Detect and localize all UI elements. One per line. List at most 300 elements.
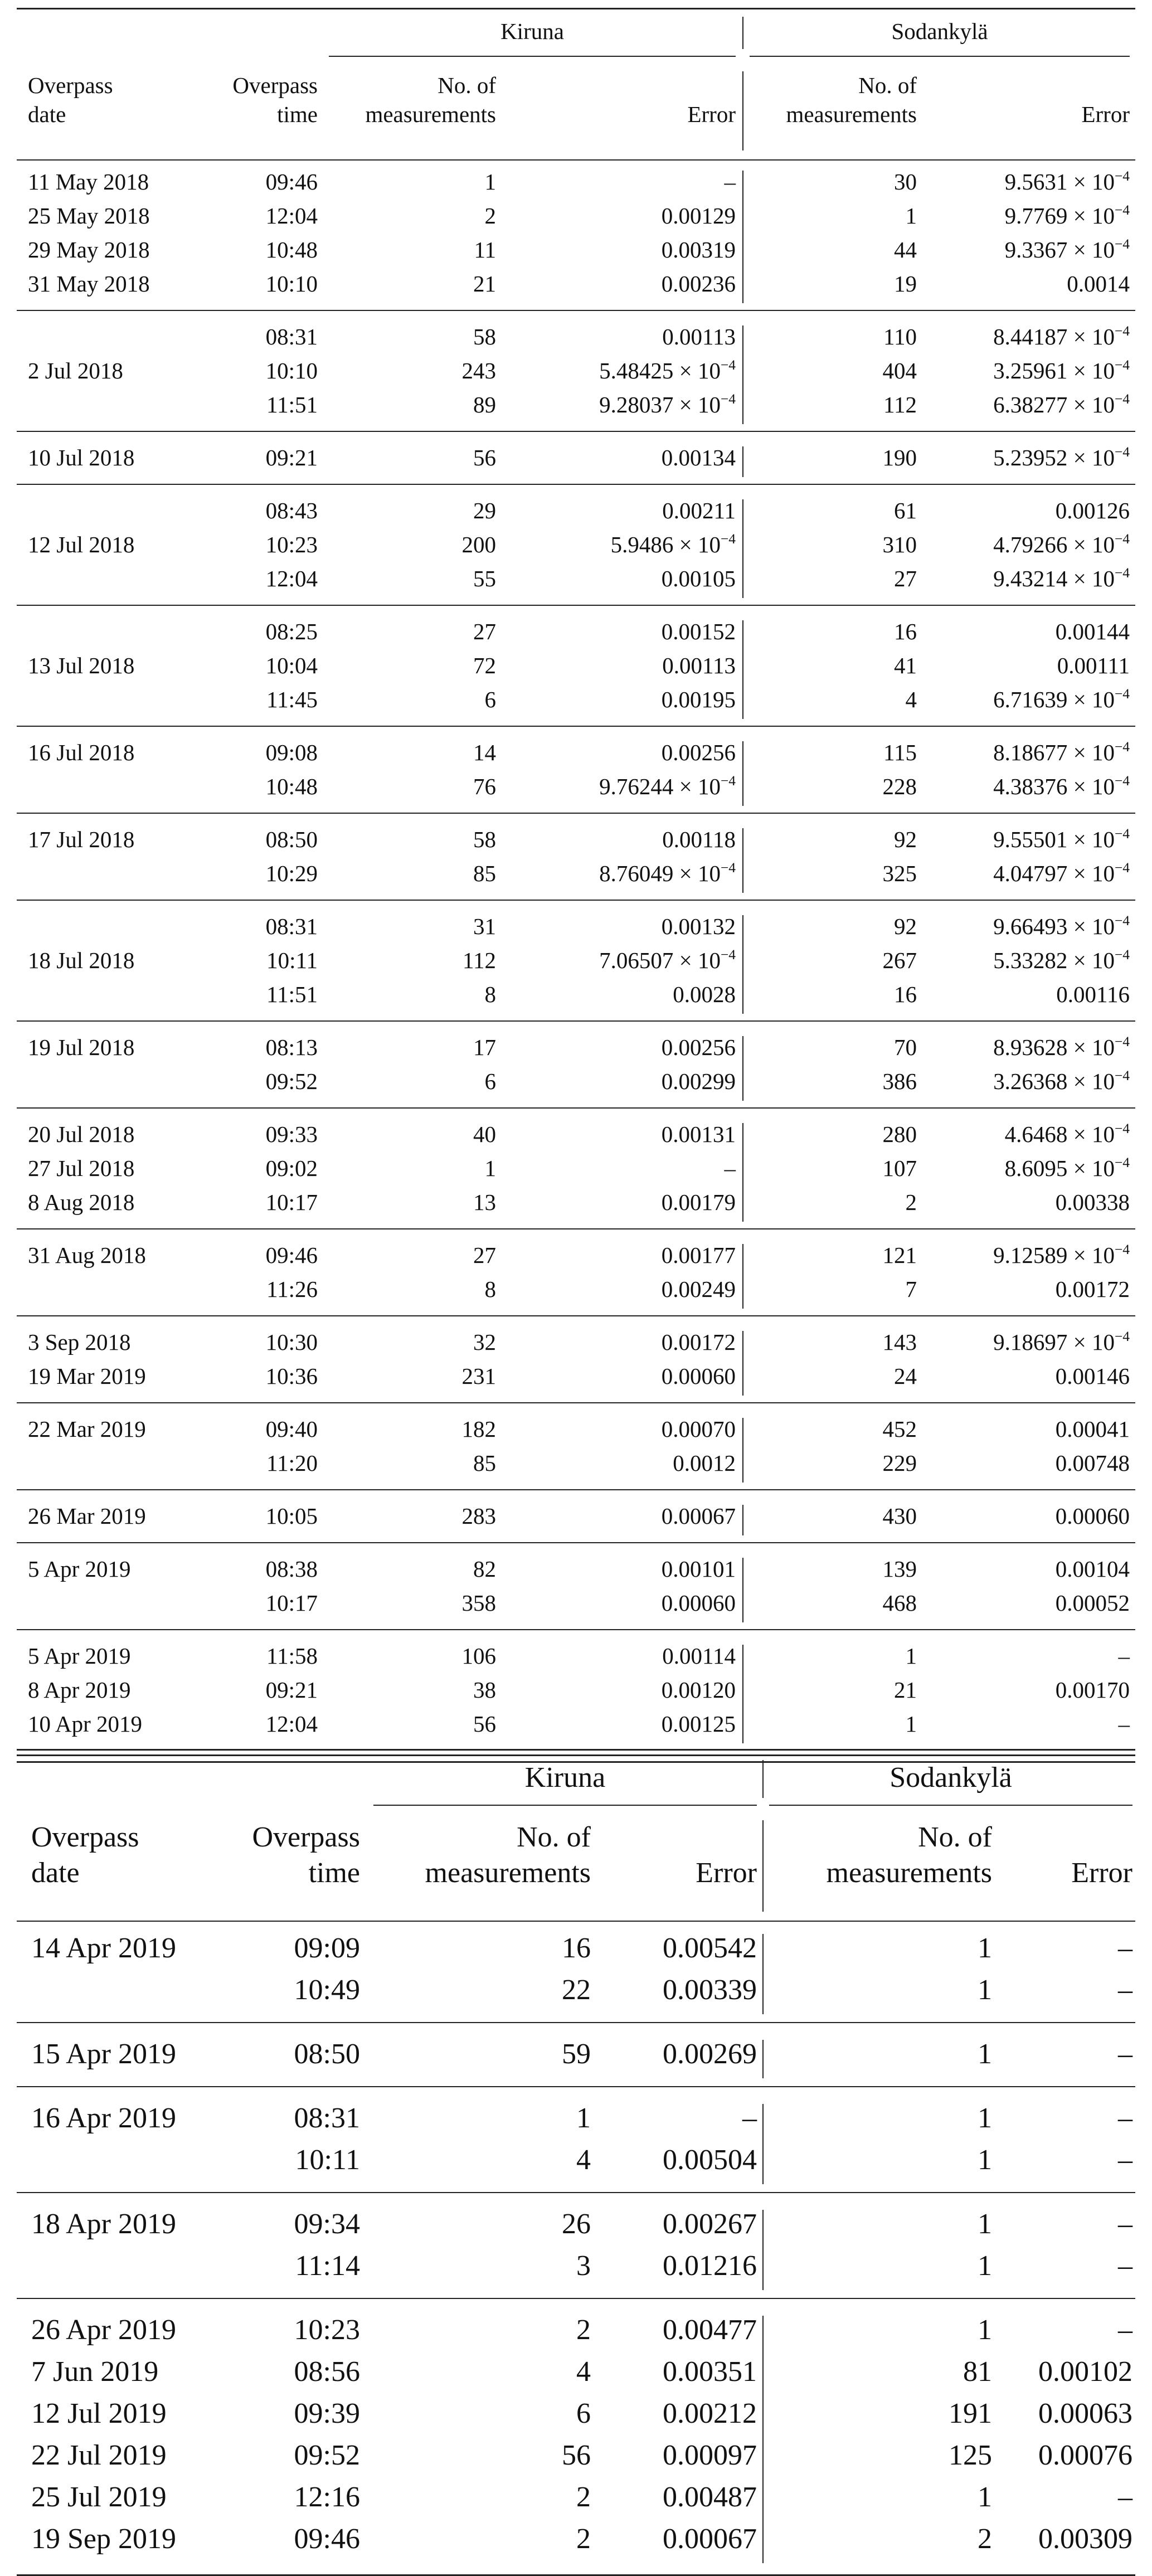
cell-value: 10:17 [265,1590,318,1616]
group-rule [17,813,1135,814]
cell-time [212,1676,318,1703]
group-rule [17,605,1135,606]
table-row [17,947,1135,981]
cell-value: 11:58 [266,1643,318,1669]
exponent: −4 [1114,236,1130,252]
group-row-separator [762,1934,764,2014]
cell-s_err [917,236,1130,263]
cell-time [212,860,318,887]
cell-s_err [917,1676,1130,1703]
cell-s_err [992,2144,1132,2176]
cell-value: 0.00070 [661,1416,736,1442]
cell-value: 15 Apr 2019 [31,2038,176,2070]
cell-value: 2 [484,203,496,229]
header-separator [762,1820,764,1912]
group-rule [17,1489,1135,1490]
cell-k_n [329,1556,496,1582]
cell-s_n [769,1932,992,1965]
cell-value: 08:56 [294,2356,360,2388]
cell-value: 7 Jun 2019 [31,2356,159,2388]
cell-value: 12:16 [294,2481,360,2513]
group-separator [762,1760,764,1798]
cell-s_err [917,826,1130,853]
group-underline [769,1805,1132,1806]
group-row-separator [742,741,743,806]
cell-value: 190 [882,445,917,470]
cell-value: 09:46 [294,2523,360,2555]
group-rule [17,484,1135,485]
cell-s_err [917,497,1130,524]
table-row [17,1155,1135,1189]
cell-date [28,1242,212,1268]
kiruna-header: Kiruna [524,1762,606,1794]
table-row [17,2522,1135,2564]
cell-value: 19 Sep 2019 [31,2523,176,2555]
cell-k_err [496,1416,736,1442]
cell-value: – [1118,2144,1132,2176]
exponent: −4 [1114,391,1130,407]
exponent: −4 [720,391,736,407]
cell-s_err [917,1556,1130,1582]
cell-date [28,1416,212,1442]
col-header-time [232,1822,360,1894]
cell-value: 09:21 [265,445,318,470]
exponent: −4 [1114,1329,1130,1345]
cell-time [212,168,318,195]
cell-value: 09:02 [265,1155,318,1181]
cell-value: 26 Mar 2019 [28,1503,146,1529]
group-rule [17,900,1135,901]
cell-value: 22 Jul 2019 [31,2439,167,2471]
cell-value: 0.00129 [661,203,736,229]
col-header-line: measurements [365,101,496,127]
cell-time [232,1974,360,2006]
cell-k_err [496,773,736,800]
cell-value: 20 Jul 2018 [28,1121,135,1147]
cell-date [28,1642,212,1669]
cell-time [212,391,318,418]
cell-k_err [496,444,736,471]
header-rule [17,159,1135,161]
cell-value: 09:21 [265,1677,318,1703]
cell-s_err [917,531,1130,558]
cell-value: 283 [461,1503,496,1529]
cell-value: 12:04 [265,566,318,591]
cell-value: 29 [473,498,496,523]
cell-time [232,2522,360,2555]
col-header-line: measurements [425,1856,591,1889]
group-rule [17,1542,1135,1543]
table-row [17,981,1135,1015]
cell-k_err [496,739,736,766]
cell-k_err [496,1642,736,1669]
cell-value: 0.00067 [663,2523,757,2555]
table-row [17,652,1135,686]
cell-date [31,2208,232,2240]
cell-time [212,1642,318,1669]
cell-value: 72 [473,653,496,678]
cell-value: 9.76244 × 10 [599,774,721,799]
cell-value: 19 Jul 2018 [28,1034,135,1060]
cell-s_n [750,1189,917,1216]
cell-value: 32 [473,1329,496,1355]
cell-s_err [917,391,1130,418]
cell-s_err [992,2102,1132,2135]
cell-time [232,2439,360,2472]
cell-value: 1 [978,2144,992,2176]
col-header-line: Overpass [31,1821,139,1853]
exponent: −4 [1114,168,1130,184]
table-row [17,2208,1135,2249]
table-row [17,1710,1135,1744]
table-row [17,860,1135,894]
col-header-line: No. of [517,1821,591,1853]
cell-value: 9.3367 × 10 [1004,237,1115,263]
table-row [17,686,1135,720]
exponent: −4 [1114,531,1130,547]
cell-s_n [769,2355,992,2388]
cell-time [212,686,318,713]
cell-s_n [750,391,917,418]
cell-k_n [329,531,496,558]
cell-value: – [1118,1974,1132,2006]
table-row [17,2249,1135,2291]
cell-value: 8 Apr 2019 [28,1677,131,1703]
cell-value: 12 Jul 2019 [31,2398,167,2429]
col-header-line: No. of [858,72,917,98]
table-row [17,357,1135,391]
group-row-separator [742,1558,743,1622]
cell-s_n [769,2102,992,2135]
cell-time [212,1155,318,1182]
cell-time [212,1450,318,1476]
cell-date [28,531,212,558]
cell-value: 0.00060 [1055,1503,1130,1529]
cell-value: 1 [576,2102,591,2134]
cell-value: 139 [882,1556,917,1582]
cell-s_err [992,2355,1132,2388]
exponent: −4 [1114,444,1130,460]
cell-value: 3.25961 × 10 [993,358,1115,383]
table-row [17,739,1135,773]
group-row-separator [742,1036,743,1101]
cell-value: 16 Apr 2019 [31,2102,176,2134]
cell-value: 25 Jul 2019 [31,2481,167,2513]
table-row [17,618,1135,652]
cell-value: 6.71639 × 10 [993,687,1115,712]
cell-value: 0.00132 [661,913,736,939]
cell-k_n [329,1276,496,1302]
cell-value: 11 May 2018 [28,169,149,195]
table-row [17,1642,1135,1676]
cell-value: 27 Jul 2018 [28,1155,135,1181]
cell-value: 0.01216 [663,2250,757,2282]
cell-k_n [329,1329,496,1355]
cell-value: 2 [576,2481,591,2513]
cell-k_n [329,236,496,263]
group-rule [17,1629,1135,1630]
cell-k_err [591,2038,757,2070]
cell-value: 11:26 [266,1276,318,1302]
cell-k_n [329,913,496,940]
cell-value: 10:05 [265,1503,318,1529]
cell-value: 22 Mar 2019 [28,1416,146,1442]
cell-value: 6 [576,2398,591,2429]
cell-value: 22 [562,1974,591,2006]
cell-k_n [373,2038,591,2070]
cell-time [212,202,318,229]
cell-s_n [769,2481,992,2514]
exponent: −4 [1114,1034,1130,1050]
cell-date [31,2397,232,2430]
cell-value: 09:39 [294,2398,360,2429]
cell-time [212,652,318,679]
cell-time [212,1329,318,1355]
cell-value: – [1118,1711,1130,1737]
cell-s_err [917,1068,1130,1095]
cell-value: 125 [949,2439,992,2471]
cell-value: 5 Apr 2019 [28,1556,131,1582]
cell-k_err [591,2439,757,2472]
col-header-line: Error [696,1856,757,1889]
cell-value: 41 [894,653,917,678]
cell-k_err [591,2397,757,2430]
cell-k_err [496,1503,736,1529]
cell-value: 55 [473,566,496,591]
group-row-separator [762,2040,764,2078]
group-rule [17,2192,1135,2193]
cell-value: 0.00146 [1055,1363,1130,1389]
cell-s_n [769,2208,992,2240]
cell-value: – [1118,2038,1132,2070]
col-header-line: measurements [786,101,917,127]
cell-s_n [750,947,917,974]
cell-date [28,1710,212,1737]
cell-value: 19 Mar 2019 [28,1363,146,1389]
table-row [17,270,1135,304]
cell-time [212,1034,318,1061]
cell-date [28,1155,212,1182]
cell-value: 27 [473,619,496,644]
cell-s_n [750,1034,917,1061]
cell-k_n [373,2439,591,2472]
cell-value: 12 Jul 2018 [28,532,135,557]
cell-s_n [750,1155,917,1182]
cell-s_err [917,1242,1130,1268]
cell-k_n [329,168,496,195]
cell-s_err [917,565,1130,592]
cell-s_n [750,270,917,297]
cell-value: 468 [882,1590,917,1616]
cell-value: – [1118,2208,1132,2240]
col-header-k_n [329,74,496,132]
cell-value: 1 [978,2208,992,2240]
exponent: −4 [1114,826,1130,842]
cell-value: 0.0028 [673,981,736,1007]
cell-time [212,270,318,297]
cell-s_n [750,981,917,1008]
cell-value: 0.00211 [662,498,736,523]
table-row [17,1450,1135,1484]
cell-k_err [591,2208,757,2240]
col-header-line: Overpass [252,1821,360,1853]
cell-k_n [329,391,496,418]
cell-time [212,531,318,558]
cell-time [212,773,318,800]
table-row [17,1363,1135,1397]
cell-value: 280 [882,1121,917,1147]
cell-s_n [750,739,917,766]
cell-k_n [329,1068,496,1095]
cell-k_n [373,1974,591,2006]
cell-s_err [917,168,1130,195]
cell-value: 9.12589 × 10 [993,1242,1115,1268]
cell-value: 267 [882,947,917,973]
table-row [17,2144,1135,2185]
cell-s_n [750,1556,917,1582]
cell-value: 56 [473,445,496,470]
cell-date [28,1363,212,1389]
cell-value: 1 [978,2481,992,2513]
cell-date [31,2313,232,2346]
cell-value: 10:29 [265,861,318,886]
cell-k_err [591,2102,757,2135]
col-header-s_err [992,1858,1132,1894]
cell-s_n [750,1329,917,1355]
cell-date [28,202,212,229]
cell-value: 10:11 [295,2144,360,2176]
cell-value: 85 [473,1450,496,1476]
cell-k_n [373,2313,591,2346]
cell-value: 9.43214 × 10 [993,566,1115,591]
cell-s_n [750,168,917,195]
cell-value: 5.9486 × 10 [610,532,721,557]
cell-k_n [373,2144,591,2176]
cell-time [232,2313,360,2346]
cell-k_err [496,1121,736,1148]
cell-s_n [750,1068,917,1095]
table-row [17,1189,1135,1223]
cell-value: 09:34 [294,2208,360,2240]
cell-value: 0.00076 [1038,2439,1132,2471]
cell-time [212,1503,318,1529]
cell-k_err [496,497,736,524]
cell-value: 8 Aug 2018 [28,1189,135,1215]
cell-date [31,2439,232,2472]
cell-time [212,739,318,766]
cell-value: 11:51 [266,392,318,417]
cell-value: 0.00309 [1038,2523,1132,2555]
cell-value: 1 [978,2250,992,2282]
table-row [17,1974,1135,2015]
header-rule [17,1921,1135,1922]
group-row-separator [742,1331,743,1396]
cell-value: 1 [978,2038,992,2070]
cell-value: 44 [894,237,917,263]
cell-time [212,1556,318,1582]
cell-time [212,1276,318,1302]
table-row [17,1590,1135,1624]
exponent: −4 [720,357,736,373]
cell-time [232,1932,360,1965]
cell-time [212,1242,318,1268]
cell-value: 3 Sep 2018 [28,1329,131,1355]
cell-date [31,2102,232,2135]
cell-value: 08:31 [265,324,318,349]
cell-value: 107 [882,1155,917,1181]
cell-value: 8.44187 × 10 [993,324,1115,349]
group-rule [17,726,1135,727]
exponent: −4 [1114,686,1130,702]
cell-time [212,444,318,471]
cell-value: 81 [963,2356,992,2388]
cell-k_n [329,981,496,1008]
cell-s_n [750,357,917,384]
col-header-k_err [591,1858,757,1894]
cell-k_n [329,1189,496,1216]
cell-date [28,1556,212,1582]
table-row [17,2313,1135,2355]
cell-value: 4 [576,2144,591,2176]
cell-k_err [496,618,736,645]
cell-time [212,357,318,384]
cell-value: 1 [484,1155,496,1181]
cell-value: 89 [473,392,496,417]
cell-value: 10:49 [294,1974,360,2006]
cell-k_err [496,531,736,558]
cell-k_n [373,2481,591,2514]
cell-s_err [917,1189,1130,1216]
cell-k_n [373,2208,591,2240]
cell-time [232,2397,360,2430]
cell-value: 17 Jul 2018 [28,827,135,852]
cell-k_err [496,1590,736,1616]
cell-value: – [1118,2314,1132,2346]
cell-value: 14 Apr 2019 [31,1932,176,1964]
cell-value: 2 [978,2523,992,2555]
group-row-separator [762,2104,764,2184]
cell-k_n [329,357,496,384]
cell-value: 38 [473,1677,496,1703]
table-row [17,2439,1135,2481]
cell-value: – [1118,2102,1132,2134]
cell-value: 09:52 [265,1068,318,1094]
cell-s_err [917,1642,1130,1669]
cell-value: 7.06507 × 10 [599,947,721,973]
col-header-line: measurements [826,1856,992,1889]
cell-date [28,1676,212,1703]
table-row [17,202,1135,236]
cell-value: 8 [484,1276,496,1302]
cell-value: 1 [978,2314,992,2346]
header-separator [742,71,743,150]
cell-value: 0.00212 [663,2398,757,2429]
cell-s_n [750,1242,917,1268]
cell-value: 92 [894,913,917,939]
group-row-separator [742,1645,743,1743]
cell-k_err [496,1276,736,1302]
group-rule [17,431,1135,432]
cell-value: 0.00097 [663,2439,757,2471]
cell-value: 115 [883,740,917,765]
exponent: −4 [1114,913,1130,929]
cell-k_err [496,391,736,418]
group-row-separator [742,325,743,424]
cell-value: 2 [905,1189,917,1215]
cell-value: 0.00101 [661,1556,736,1582]
cell-s_err [917,444,1130,471]
group-separator [742,17,743,49]
